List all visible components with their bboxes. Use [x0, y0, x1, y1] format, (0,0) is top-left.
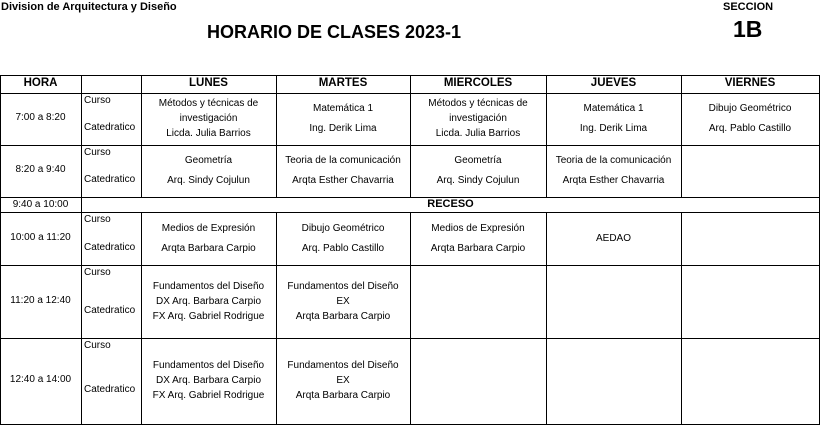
schedule-cell [143, 147, 274, 195]
table-rule [410, 212, 411, 425]
cell-line: Teoria de la comunicación [555, 155, 672, 166]
table-rule [276, 212, 277, 425]
schedule-cell [412, 214, 544, 263]
cell-line: Arqta Esther Chavarria [292, 175, 394, 186]
cell-line: Teoria de la comunicación [285, 155, 401, 166]
table-rule [141, 212, 142, 425]
cell-line: Arqta Esther Chavarria [562, 175, 665, 186]
table-rule [276, 75, 277, 197]
schedule-cell [548, 267, 679, 336]
cell-line: Arq. Pablo Castillo [301, 242, 385, 254]
cell-line: Dibujo Geométrico [301, 222, 385, 234]
table-rule [0, 197, 819, 198]
time-slot: 8:20 a 9:40 [15, 164, 66, 175]
schedule-cell [143, 214, 274, 263]
schedule-cell [278, 214, 408, 263]
cell-line: EX [336, 375, 350, 386]
receso-time: 9:40 a 10:00 [12, 199, 69, 210]
cell-line: AEDAO [595, 232, 631, 244]
header-viernes: VIERNES [724, 77, 776, 89]
cell-line: Geometría [184, 155, 233, 166]
cell-line: Licda. Julia Barrios [435, 128, 521, 139]
schedule-cell [548, 95, 679, 143]
cell-line: EX [336, 295, 350, 307]
table-rule [81, 75, 82, 425]
schedule-cell [278, 147, 408, 195]
cell-line: Arq. Sindy Cojulun [436, 175, 520, 186]
cell-line: Arqta Barbara Carpio [295, 310, 391, 322]
schedule-cell [412, 95, 544, 143]
page-title: HORARIO DE CLASES 2023-1 [207, 22, 462, 42]
cell-line: Arq. Sindy Cojulun [167, 175, 250, 186]
schedule-cell [548, 340, 679, 422]
cell-line: Medios de Expresión [431, 222, 525, 234]
schedule-cell [683, 95, 817, 143]
table-rule [141, 75, 142, 197]
schedule-table [0, 75, 819, 425]
course-label: Curso [84, 267, 111, 278]
course-label: Curso [84, 147, 111, 158]
time-slot: 10:00 a 11:20 [10, 231, 71, 243]
table-rule [681, 212, 682, 425]
schedule-cell [143, 340, 274, 422]
section-label: SECCION [723, 1, 774, 13]
cell-line: Arq. Pablo Castillo [708, 123, 792, 134]
cell-line: Arqta Barbara Carpio [430, 242, 526, 254]
cell-line: Métodos y técnicas de [428, 98, 528, 109]
cell-line: Fundamentos del Diseño [287, 360, 399, 371]
schedule-cell [143, 95, 274, 143]
teacher-label: Catedratico [84, 122, 136, 133]
schedule-cell [683, 340, 817, 422]
table-rule [681, 75, 682, 197]
cell-line: Arqta Barbara Carpio [295, 390, 391, 401]
schedule-cell [683, 147, 817, 195]
course-label: Curso [84, 95, 111, 106]
time-slot: 11:20 a 12:40 [10, 294, 71, 306]
course-label: Curso [84, 340, 111, 351]
cell-line: Ing. Derik Lima [579, 123, 648, 134]
cell-line: FX Arq. Gabriel Rodrigue [152, 390, 265, 401]
table-rule [0, 75, 1, 425]
header-lunes: LUNES [189, 77, 228, 89]
cell-line: investigación [449, 113, 507, 124]
cell-line: FX Arq. Gabriel Rodrigue [152, 310, 265, 322]
schedule-cell [412, 340, 544, 422]
teacher-label: Catedratico [84, 384, 136, 395]
teacher-label: Catedratico [84, 304, 136, 316]
cell-line: Arqta Barbara Carpio [161, 242, 256, 254]
time-slot: 7:00 a 8:20 [15, 112, 66, 123]
teacher-label: Catedratico [84, 241, 136, 253]
header-hora: HORA [23, 77, 58, 89]
header-miercoles: MIERCOLES [443, 77, 513, 89]
cell-line: Fundamentos del Diseño [287, 280, 399, 292]
schedule-cell [278, 95, 408, 143]
cell-line: Ing. Derik Lima [309, 123, 377, 134]
teacher-label: Catedratico [84, 174, 136, 185]
schedule-cell [278, 267, 408, 336]
header-jueves: JUEVES [590, 77, 637, 89]
cell-line: Medios de Expresión [161, 222, 256, 234]
cell-line: Licda. Julia Barrios [166, 128, 251, 139]
cell-line: investigación [179, 113, 238, 124]
table-rule [546, 75, 547, 197]
cell-line: DX Arq. Barbara Carpio [155, 375, 262, 386]
schedule-cell [412, 147, 544, 195]
receso-label: RECESO [427, 198, 474, 210]
schedule-cell [683, 214, 817, 263]
time-slot: 12:40 a 14:00 [9, 374, 72, 385]
section-value: 1B [733, 16, 763, 42]
schedule-cell [278, 340, 408, 422]
cell-line: Métodos y técnicas de [158, 98, 259, 109]
cell-line: Matemática 1 [583, 103, 644, 114]
cell-line: Matemática 1 [312, 103, 374, 114]
course-label: Curso [84, 214, 111, 225]
cell-line: Fundamentos del Diseño [152, 280, 265, 292]
cell-line: Dibujo Geométrico [708, 103, 792, 114]
schedule-cell [548, 214, 679, 263]
cell-line: Fundamentos del Diseño [152, 360, 265, 371]
header-martes: MARTES [318, 77, 368, 89]
cell-line: Geometría [454, 155, 502, 166]
schedule-cell [143, 267, 274, 336]
department-name: Division de Arquitectura y Diseño [1, 1, 177, 13]
schedule-cell [683, 267, 817, 336]
schedule-cell [548, 147, 679, 195]
schedule-cell [412, 267, 544, 336]
table-rule [546, 212, 547, 425]
table-rule [410, 75, 411, 197]
cell-line: DX Arq. Barbara Carpio [155, 295, 262, 307]
